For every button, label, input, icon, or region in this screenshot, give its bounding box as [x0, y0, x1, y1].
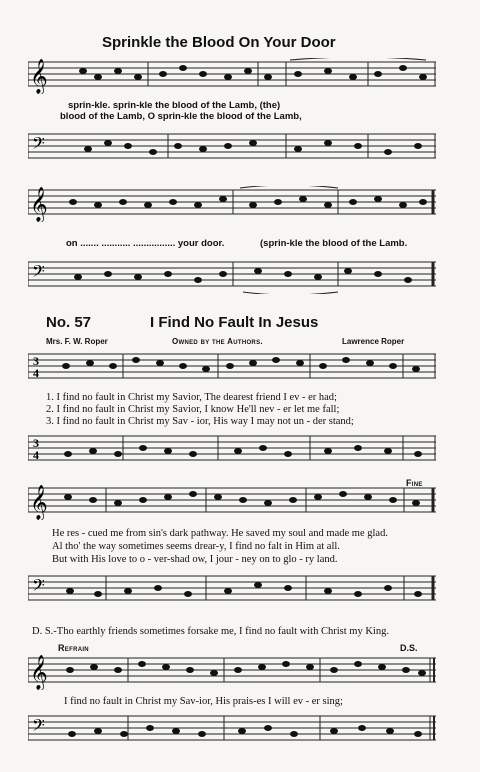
- hymn1-lyric-line2: blood of the Lamb, O sprin-kle the blood of the Lamb,: [60, 111, 302, 122]
- treble-staff-lines: [28, 350, 436, 386]
- bass-staff-lines: [28, 572, 436, 608]
- hymn2-system1-bass-staff: [28, 432, 436, 468]
- svg-text:4: 4: [33, 448, 39, 462]
- refrain-treble-staff: [28, 654, 436, 690]
- bass-staff-lines: [28, 258, 436, 294]
- hymn1-title: Sprinkle the Blood On Your Door: [102, 34, 336, 51]
- hymn2-part2-verse3: But with His love to o - ver-shad ow, I jour - ney on to glo - ry land.: [52, 554, 338, 565]
- svg-text:𝄞: 𝄞: [30, 59, 48, 94]
- svg-text:𝄢: 𝄢: [32, 261, 45, 285]
- hymn1-system1-treble-staff: [28, 58, 436, 94]
- svg-text:𝄞: 𝄞: [30, 187, 48, 222]
- treble-staff-lines: [28, 58, 436, 94]
- hymn1-lyric-line3b: (sprin-kle the blood of the Lamb.: [260, 238, 408, 249]
- bass-staff-lines: [28, 712, 436, 756]
- refrain-bass-staff: [28, 712, 436, 756]
- refrain-lyric: I find no fault in Christ my Sav-ior, His prais-es I will ev - er sing;: [64, 696, 343, 707]
- hymn1-system2-bass-staff: [28, 258, 436, 294]
- hymn2-number: No. 57: [46, 314, 92, 331]
- hymn2-composer: Lawrence Roper: [342, 337, 405, 346]
- svg-text:𝄞: 𝄞: [30, 655, 48, 690]
- hymn2-part2-verse2: Al tho' the way sometimes seems drear-y, I find no falt in Him at all.: [52, 541, 340, 552]
- svg-text:3: 3: [33, 354, 39, 368]
- hymn2-owner: Owned by the Authors.: [172, 337, 263, 346]
- hymn2-title: I Find No Fault In Jesus: [150, 314, 319, 331]
- bass-staff-lines: [28, 432, 436, 468]
- bass-staff-lines: [28, 130, 436, 166]
- hymn2-verse2: 2. I find no fault in Christ my Savior, I know He'll nev - er let me fall;: [46, 404, 340, 415]
- ds-lyric-line: D. S.-Tho earthly friends sometimes forsake me, I find no fault with Christ my King.: [32, 626, 389, 637]
- svg-text:𝄢: 𝄢: [32, 133, 45, 157]
- svg-text:3: 3: [33, 436, 39, 450]
- hymn2-system1-treble-staff: [28, 350, 436, 386]
- svg-text:𝄢: 𝄢: [32, 715, 45, 739]
- svg-text:𝄞: 𝄞: [30, 485, 48, 520]
- treble-staff-lines: [28, 484, 436, 520]
- svg-text:𝄢: 𝄢: [32, 575, 45, 599]
- hymn1-lyric-line1: sprin-kle. sprin-kle the blood of the Lamb, (the): [68, 100, 281, 111]
- hymn2-part2-verse1: He res - cued me from sin's dark pathway. He saved my soul and made me glad.: [52, 528, 388, 539]
- hymn2-system2-treble-staff: [28, 484, 436, 520]
- hymn2-author: Mrs. F. W. Roper: [46, 337, 108, 346]
- hymn1-system1-bass-staff: [28, 130, 436, 166]
- svg-text:4: 4: [33, 366, 39, 380]
- ds-marker: D.S.: [400, 643, 418, 653]
- hymn2-verse3: 3. I find no fault in Christ my Sav - ior, His way I may not un - der stand;: [46, 416, 354, 427]
- fine-marker: Fine: [406, 478, 423, 488]
- hymn1-lyric-line3a: on ....... ........... ................ your door.: [66, 238, 225, 249]
- treble-staff-lines: [28, 654, 436, 690]
- hymn2-verse1: 1. I find no fault in Christ my Savior, The dearest friend I ev - er had;: [46, 392, 337, 403]
- hymn2-system2-bass-staff: [28, 572, 436, 608]
- treble-staff-lines: [28, 186, 436, 222]
- hymn1-system2-treble-staff: [28, 186, 436, 222]
- refrain-label: Refrain: [58, 643, 89, 653]
